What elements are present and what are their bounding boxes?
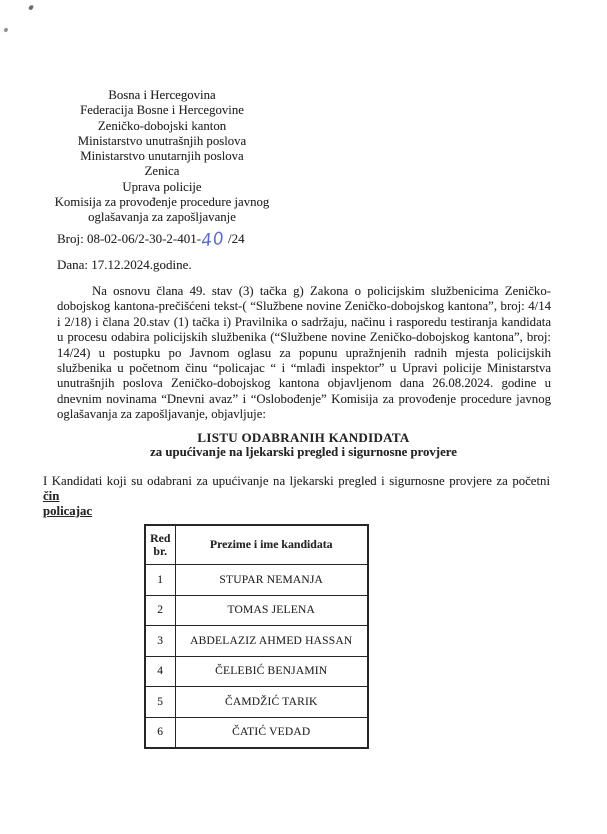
row-number: 1 (145, 565, 175, 596)
candidate-name: ČAMDŽIĆ TARIK (175, 687, 368, 718)
section-lead-line1 (43, 474, 550, 504)
candidate-name: ČATIĆ VEDAD (175, 717, 368, 748)
candidate-name: ČELEBIĆ BENJAMIN (175, 656, 368, 687)
table-header-row (145, 525, 368, 565)
table-row (145, 717, 368, 748)
candidate-name: ABDELAZIZ AHMED HASSAN (175, 626, 368, 657)
section-lead-emphasis: čin (43, 489, 60, 504)
reference-number-suffix: /24 (224, 231, 245, 246)
candidate-name: STUPAR NEMANJA (175, 565, 368, 596)
letterhead-line: Zeničko-dobojski kanton (97, 118, 227, 133)
letterhead-line: Bosna i Hercegovina (108, 88, 216, 102)
document-title-line1: LISTU ODABRANIH KANDIDATA (197, 430, 410, 445)
table-row (145, 687, 368, 718)
letterhead-line: Ministarstvo unutarnjih poslova (80, 149, 244, 164)
reference-number-line (57, 228, 245, 252)
section-lead-emphasis: policajac (43, 504, 93, 519)
row-number: 4 (145, 656, 175, 687)
column-header-number: Red br. (145, 525, 175, 565)
letterhead (47, 88, 277, 226)
letterhead-line: Zenica (144, 164, 180, 179)
letterhead-line: Federacija Bosne i Hercegovine (80, 103, 244, 118)
section-lead-text: I Kandidati koji su odabrani za upućivanje na ljekarski pregled i sigurnosne provjere za početni (43, 474, 550, 488)
column-header-name: Prezime i ime kandidata (175, 525, 368, 565)
candidates-table (144, 524, 369, 749)
scan-artifact (4, 28, 9, 33)
row-number: 6 (145, 717, 175, 748)
table-row (145, 626, 368, 657)
reference-number-prefix: Broj: 08-02-06/2-30-2-401- (57, 231, 202, 246)
row-number: 3 (145, 626, 175, 657)
intro-paragraph: Na osnovu člana 49. stav (3) tačka g) Zakona o policijskim službenicima Zeničko-dobojskog kantona-prečišćeni tekst-( “Službene novine Zeničko-dobojskog kantona”, broj: 4/14 i 2/18) i člana 20.stav (1) tačka i) Pravilnika o sadržaju, načinu i rasporedu testiranja kandidata u procesu odabira policijskih službenika (“Službene novine Zeničko-dobojskog kantona”, broj: 14/24) u postupku po Javnom oglasu za popunu upražnjenih radnih mjesta policijskih službenika u početnom činu “policajac “ i “mlađi inspektor” u Upravi policije Ministarstva unutrašnjih poslova Zeničko-dobojskog kantona objavljenom dana 26.08.2024. godine u dnevnim novinama “Dnevni avaz” i “Oslobođenje” Komisija za provođenje procedure javnog oglašavanja za zapošljavanje, objavljuje: (57, 284, 551, 422)
section-lead-line2 (43, 504, 550, 519)
letterhead-line: Uprava policije (122, 179, 202, 194)
document-title (0, 430, 607, 460)
handwritten-number: 40 (200, 228, 227, 252)
date-line: Dana: 17.12.2024.godine. (57, 257, 192, 272)
scan-artifact (28, 4, 34, 10)
candidate-name: TOMAS JELENA (175, 595, 368, 626)
row-number: 5 (145, 687, 175, 718)
section-lead (43, 474, 550, 520)
table-row (145, 656, 368, 687)
letterhead-line: Komisija za provođenje procedure javnog (54, 195, 270, 210)
document-title-line2: za upućivanje na ljekarski pregled i sigurnosne provjere (150, 445, 457, 459)
letterhead-line: Ministarstvo unutrašnjih poslova (77, 133, 247, 148)
table-row (145, 565, 368, 596)
row-number: 2 (145, 595, 175, 626)
letterhead-line: oglašavanja za zapošljavanje (88, 210, 236, 225)
table-row (145, 595, 368, 626)
